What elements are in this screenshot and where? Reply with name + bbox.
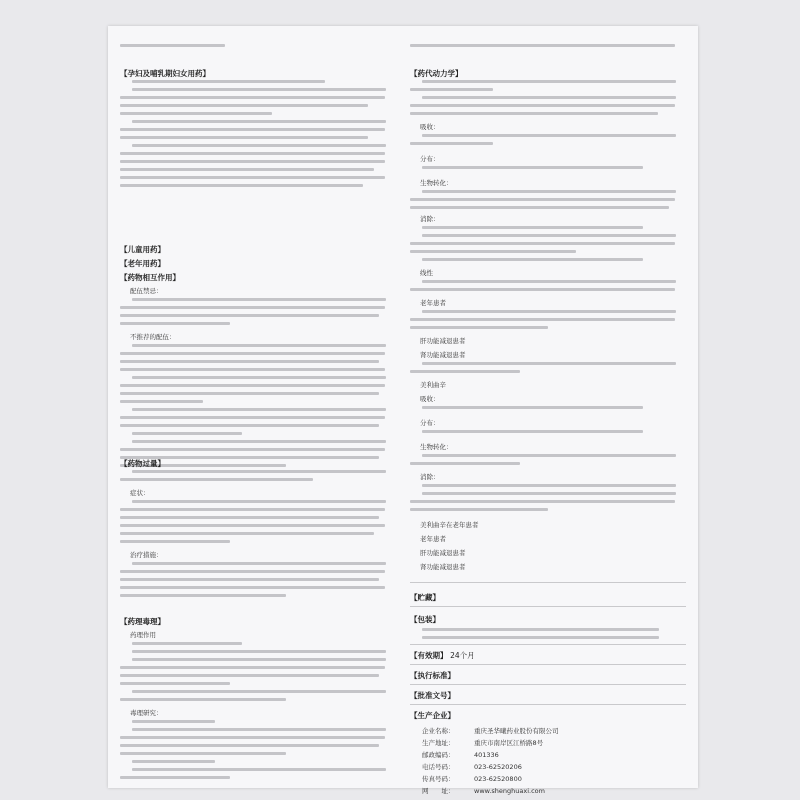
divider [410, 684, 686, 685]
toxicology-body [120, 720, 396, 784]
divider [410, 704, 686, 705]
section-standard: 【执行标准】 [410, 671, 455, 680]
biotransformation-body [410, 190, 686, 214]
subhead-melitracen-elderly-note: 美利曲辛在老年患者 [420, 521, 479, 529]
company-name-label: 企业名称： [422, 727, 455, 735]
section-approval: 【批准文号】 [410, 691, 455, 700]
absorption-body [410, 134, 686, 150]
section-pharmacology: 【药理毒理】 [120, 617, 165, 626]
subhead-symptoms: 症状： [130, 489, 150, 497]
melitracen-elimination-body [410, 484, 686, 516]
subhead-melitracen-biotransformation: 生物转化： [420, 443, 453, 451]
website-label: 网 址： [422, 787, 455, 795]
pharmacokinetics-intro [410, 80, 686, 120]
postal-code: 401336 [474, 751, 499, 759]
elderly-body [410, 310, 686, 334]
pharmacology-body [120, 642, 396, 706]
linearity-body [410, 280, 686, 296]
company-name: 重庆圣华曦药业股份有限公司 [474, 727, 559, 735]
divider [410, 606, 686, 607]
subhead-pharmacology: 药理作用 [130, 631, 156, 639]
not-recommended-body [120, 344, 396, 472]
section-packaging: 【包装】 [410, 615, 440, 624]
postal-code-label: 邮政编码： [422, 751, 455, 759]
packaging-body [410, 628, 686, 644]
continued-text-lines [410, 44, 686, 52]
subhead-melitracen-elderly: 老年患者 [420, 535, 446, 543]
subhead-linearity: 线性 [420, 269, 433, 277]
section-pharmacokinetics: 【药代动力学】 [410, 69, 463, 78]
melitracen-biotransformation-body [410, 454, 686, 470]
symptoms-body [120, 500, 396, 548]
phone-row [422, 762, 522, 771]
company-address-row [422, 738, 543, 747]
divider [410, 664, 686, 665]
company-address: 重庆市南岸区江桥路8号 [474, 739, 544, 747]
subhead-melitracen-absorption: 吸收： [420, 395, 440, 403]
subhead-biotransformation: 生物转化： [420, 179, 453, 187]
postal-code-row [422, 750, 499, 759]
distribution-body [410, 166, 686, 174]
section-expiry [410, 650, 475, 661]
subhead-elimination: 消除： [420, 215, 440, 223]
treatment-body [120, 562, 396, 602]
subhead-melitracen-renal: 肾功能减退患者 [420, 563, 466, 571]
fax-number: 023-62520800 [474, 775, 522, 783]
phone-number: 023-62520206 [474, 763, 522, 771]
subhead-renal: 肾功能减退患者 [420, 351, 466, 359]
overdose-body [120, 470, 396, 486]
fax-label: 传真号码： [422, 775, 455, 783]
leaflet-sheet [108, 26, 698, 795]
subhead-melitracen-hepatic: 肝功能减退患者 [420, 549, 466, 557]
divider [410, 582, 686, 583]
section-elderly: 【老年用药】 [120, 259, 165, 268]
incompatibility-body [120, 298, 396, 330]
website: www.shenghuaxi.com [474, 787, 545, 795]
leftover-text-lines [120, 44, 396, 52]
section-storage: 【贮藏】 [410, 593, 440, 602]
section-manufacturer: 【生产企业】 [410, 711, 455, 720]
subhead-incompatibility: 配伍禁忌： [130, 287, 163, 295]
melitracen-distribution-body [410, 430, 686, 438]
section-children: 【儿童用药】 [120, 245, 165, 254]
expiry-value: 24个月 [450, 651, 475, 660]
elimination-body [410, 226, 686, 266]
subhead-melitracen-distribution: 分布： [420, 419, 440, 427]
subhead-hepatic: 肝功能减退患者 [420, 337, 466, 345]
subhead-toxicology: 毒理研究： [130, 709, 163, 717]
company-name-row [422, 726, 559, 735]
subhead-treatment: 治疗措施： [130, 551, 163, 559]
subhead-distribution: 分布： [420, 155, 440, 163]
subhead-elderly: 老年患者 [420, 299, 446, 307]
website-row [422, 786, 545, 795]
subhead-melitracen: 美利曲辛 [420, 381, 446, 389]
section-expiry-label: 【有效期】 [410, 651, 448, 660]
renal-body [410, 362, 686, 378]
company-address-label: 生产地址： [422, 739, 455, 747]
section-interactions: 【药物相互作用】 [120, 273, 180, 282]
divider [410, 644, 686, 645]
fax-row [422, 774, 522, 783]
melitracen-absorption-body [410, 406, 686, 414]
section-overdose: 【药物过量】 [120, 459, 165, 468]
section-pregnancy-body [120, 80, 396, 192]
phone-label: 电话号码： [422, 763, 455, 771]
subhead-melitracen-elimination: 消除： [420, 473, 440, 481]
subhead-not-recommended: 不推荐的配伍： [130, 333, 176, 341]
section-pregnancy: 【孕妇及哺乳期妇女用药】 [120, 69, 210, 78]
subhead-absorption: 吸收： [420, 123, 440, 131]
